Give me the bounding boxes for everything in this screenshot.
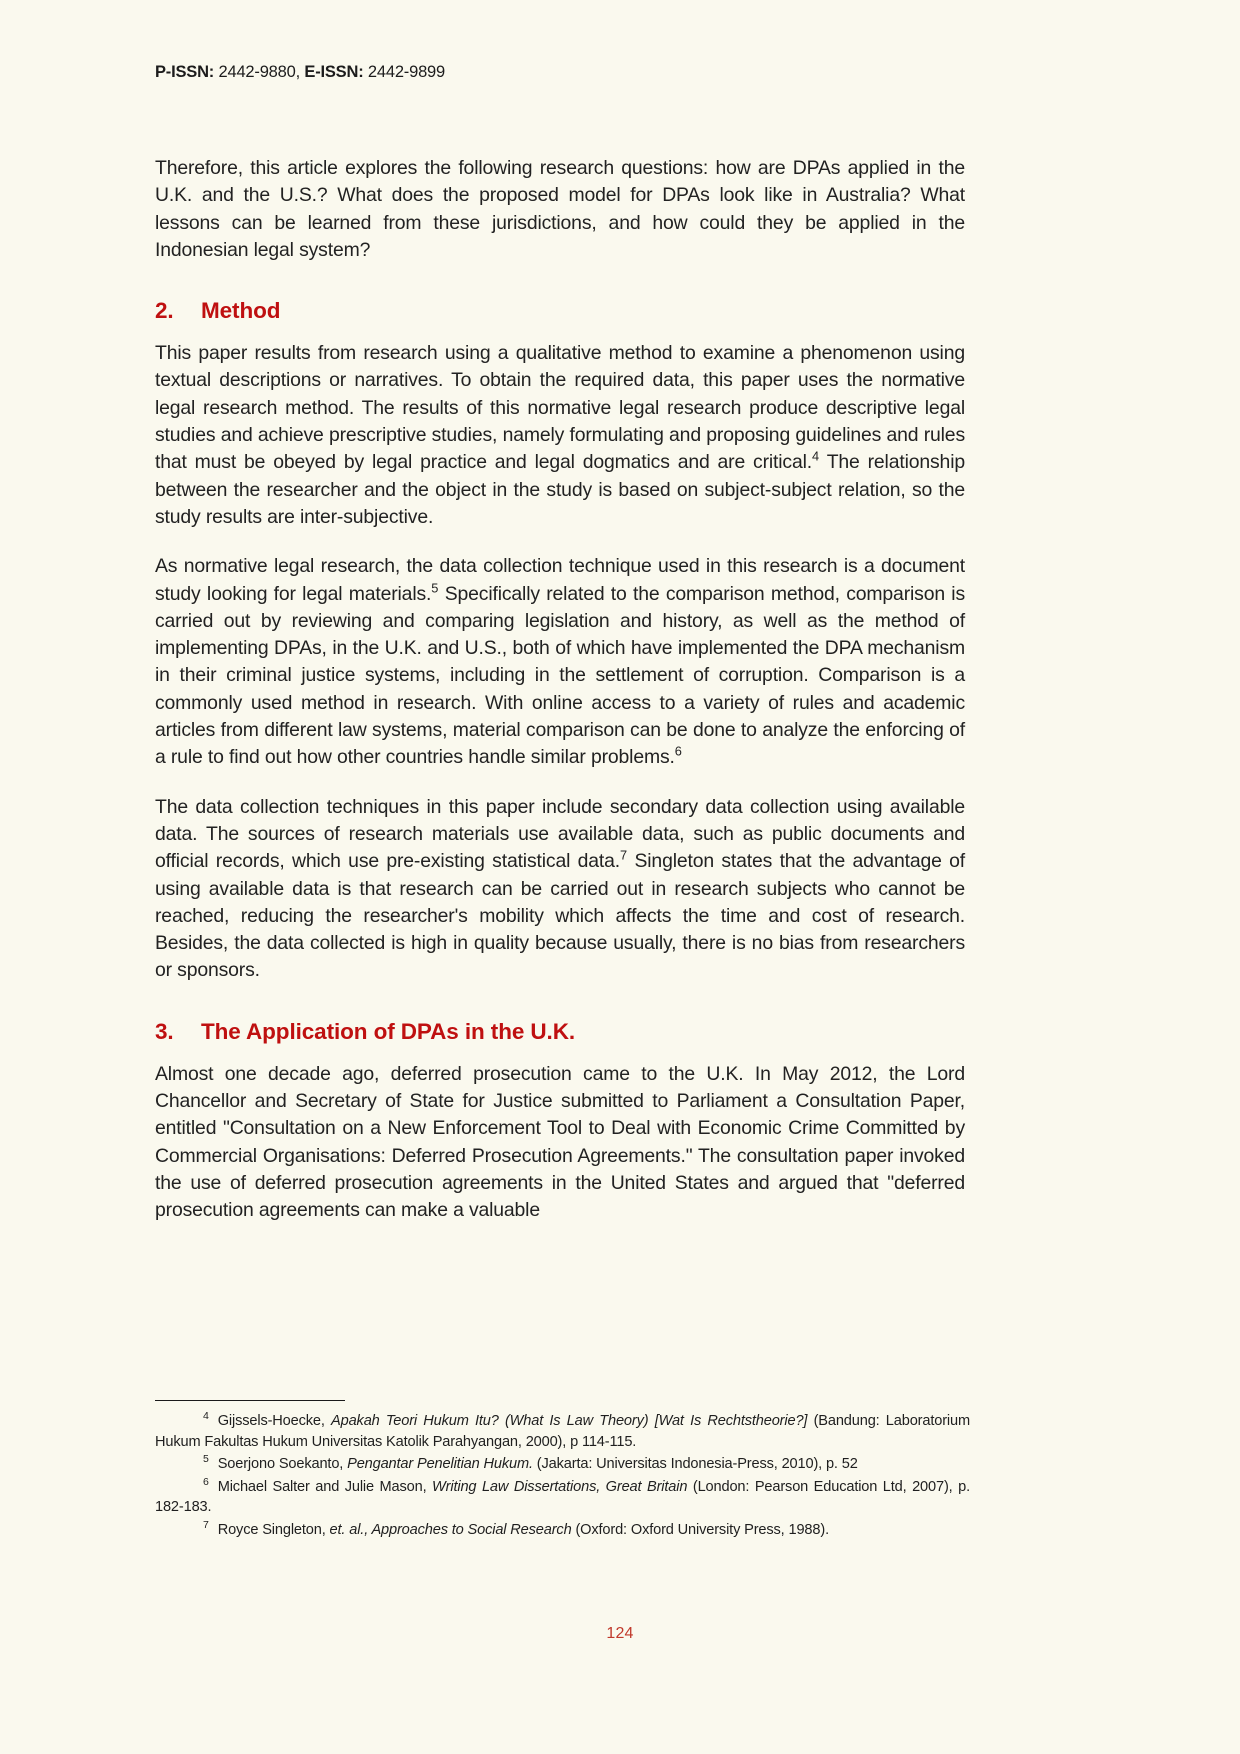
footnote-item (155, 1520, 970, 1541)
footnote-text-plain-2: (Bandung: Laboratorium Hukum Fakultas Hukum Universitas Katolik Parahyangan, 2000), p 114-115. (155, 1413, 970, 1450)
paragraph-text-after: The relationship between the researcher and the object in the study is based on subject-subject relation, so the study results are inter-subjective. (155, 451, 965, 528)
footnote-text-plain: Royce Singleton, (217, 1521, 330, 1538)
footnote-text-italic: Pengantar Penelitian Hukum. (347, 1456, 533, 1472)
section-heading-method (155, 298, 965, 324)
footnote-ref-6[interactable]: 6 (674, 743, 682, 759)
paragraph-text-before: As normative legal research, the data collection technique used in this research is a document study looking for legal materials. (155, 555, 965, 605)
section-title: Method (201, 298, 281, 324)
document-body (155, 155, 965, 1225)
footnote-item (155, 1454, 970, 1475)
p-issn-value: 2442-9880, (218, 63, 300, 81)
paragraph-text-after: Singleton states that the advantage of using available data is that research can be carried out in research subjects who cannot be reached, reducing the researcher's mobility which affects the time and cost of research. Besides, the data collected is high in quality because usually, there is no bias from researchers or sponsors. (155, 850, 966, 982)
footnote-text-plain: Soerjono Soekanto, (217, 1456, 348, 1472)
footnote-marker: 4 (203, 1410, 209, 1423)
e-issn-label: E-ISSN: (304, 63, 364, 81)
footnote-text-italic: et. al., Approaches to Social Research (329, 1521, 572, 1538)
paragraph-text-before: This paper results from research using a qualitative method to examine a phenomenon using textual descriptions or narratives. To obtain the required data, this paper uses the normative legal research method. The results of this normative legal research produce descriptive legal studies and achieve prescriptive studies, namely formulating and proposing guidelines and rules that must be obeyed by legal practice and legal dogmatics and are critical. (155, 342, 965, 474)
footnote-marker: 6 (203, 1475, 209, 1488)
footnote-item (155, 1477, 970, 1518)
p-issn-label: P-ISSN: (155, 63, 215, 81)
paragraph-text-before: Almost one decade ago, deferred prosecution came to the U.K. In May 2012, the Lord Chancellor and Secretary of State for Justice submitted to Parliament a Consultation Paper, entitled "Consultation on a New Enforcement Tool to Deal with Economic Crime Committed by Commercial Organisations: Deferred Prosecution Agreements." The consultation paper invoked the use of deferred prosecution agreements in the United States and argued that "deferred prosecution agreements can make a valuable (155, 1062, 965, 1222)
footnote-text-plain-2: (Jakarta: Universitas Indonesia-Press, 2010), p. 52 (532, 1456, 858, 1472)
footnotes-block (155, 1400, 970, 1542)
section-number: 3. (155, 1018, 174, 1044)
footnote-text-italic: Apakah Teori Hukum Itu? (What Is Law Theory) [Wat Is Rechtstheorie?] (331, 1413, 808, 1429)
method-paragraph-2 (155, 553, 965, 771)
page-number: 124 (606, 1625, 634, 1642)
footnote-item (155, 1411, 970, 1452)
paragraph-text-after: Specifically related to the comparison method, comparison is carried out by reviewing and comparing legislation and history, as well as the method of implementing DPAs, in the U.K. and U.S., both of which have implemented the DPA mechanism in their criminal justice systems, including in the settlement of corruption. Comparison is a commonly used method in research. With online access to a variety of rules and academic articles from different law systems, material comparison can be done to analyze the enforcing of a rule to find out how other countries handle similar problems. (155, 582, 966, 769)
footnote-ref-4[interactable]: 4 (812, 448, 820, 464)
running-head-issn (155, 63, 445, 82)
intro-paragraph: Therefore, this article explores the following research questions: how are DPAs applied in the U.K. and the U.S.? What does the proposed model for DPAs look like in Australia? What lessons can be learned from these jurisdictions, and how could they be applied in the Indonesian legal system? (155, 157, 965, 261)
e-issn-value: 2442-9899 (367, 63, 445, 81)
method-paragraph-1 (155, 340, 965, 531)
section-number: 2. (155, 298, 174, 324)
footnote-text-plain: Gijssels-Hoecke, (217, 1413, 332, 1429)
footnote-ref-7[interactable]: 7 (620, 847, 628, 863)
section-heading-application-dpas-uk (155, 1019, 965, 1045)
footnote-ref-5[interactable]: 5 (431, 580, 439, 596)
footnote-text-plain-2: (London: Pearson Education Ltd, 2007), p. 182-183. (155, 1478, 970, 1515)
footnote-text-italic: Writing Law Dissertations, Great Britain (432, 1478, 688, 1495)
footnote-marker: 7 (203, 1518, 209, 1531)
footnote-marker: 5 (203, 1453, 209, 1466)
uk-paragraph-1 (155, 1061, 965, 1225)
section-title: The Application of DPAs in the U.K. (201, 1018, 576, 1044)
method-paragraph-3 (155, 794, 965, 985)
paragraph-text-before: The data collection techniques in this paper include secondary data collection using available data. The sources of research materials use available data, such as public documents and official records, which use pre-existing statistical data. (155, 795, 965, 873)
footnote-text-plain: Michael Salter and Julie Mason, (217, 1478, 433, 1495)
footnote-text-plain-2: (Oxford: Oxford University Press, 1988). (571, 1521, 829, 1538)
footnote-separator-rule (155, 1400, 345, 1401)
